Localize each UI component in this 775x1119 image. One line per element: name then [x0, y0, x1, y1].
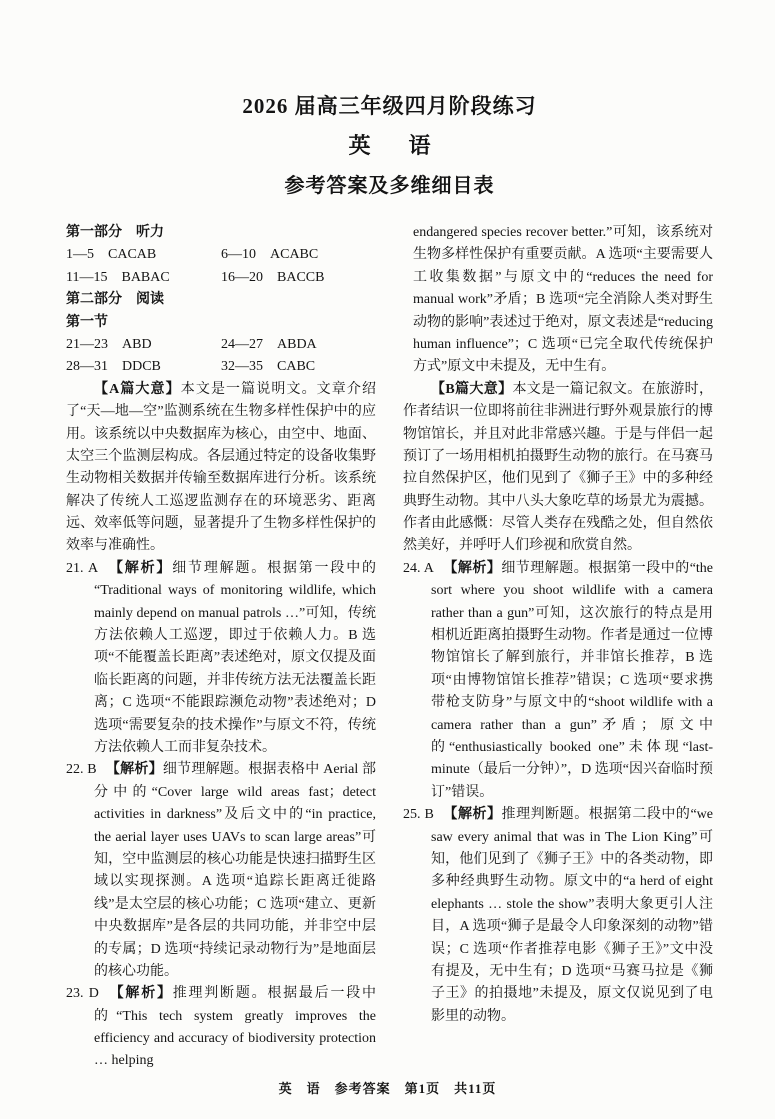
explanation-item-21: [66, 558, 376, 760]
analysis-label: 【解析】: [105, 762, 163, 778]
listening-answers-row-2: [66, 267, 376, 289]
passage-b-text: 本文是一篇记叙文。在旅游时，作者结识一位即将前往非洲进行野外观景旅行的博物馆馆长，并且对此非常感兴趣。于是与伴侣一起预订了一场用相机拍摄野生动物的旅行。在马赛马拉自然保护区，他们见到了《狮子王》中的多种经典野生动物。其中八头大象吃草的场景尤为震撼。作者由此感慨：尽管人类存在残酷之处，但自然依然美好，并呼吁人们珍视和欣赏自然。: [403, 381, 714, 554]
item-number: 21. A: [66, 560, 99, 576]
left-column: [66, 222, 376, 1073]
item-number: 24. A: [403, 560, 434, 576]
item-text: 细节理解题。根据第一段中的 “Traditional ways of monitoring wildlife, which mainly depend on manual patrols …”可知，传统方法依赖人工巡逻，即过于依赖人力。B 选项“不能覆盖长距离”表述绝对，原文仅提及面临长距离的问题，并非传统方法无法覆盖长距离；C 选项“不能跟踪濒危动物”表述绝对；D 选项“需要复杂的技术操作”与原文不符，传统方法依赖人工而非复杂技术。: [94, 560, 377, 755]
answer-cell: 6—10 ACABC: [221, 247, 319, 263]
item-number: 25. B: [403, 807, 434, 823]
two-column-body: [66, 222, 713, 1073]
section1-heading: 第一节: [66, 314, 108, 330]
answer-cell: 21—23 ABD: [66, 336, 152, 352]
part1-heading: 第一部分 听力: [66, 225, 164, 240]
explanation-item-22: [66, 759, 376, 983]
doc-subject: 英 语: [348, 133, 439, 158]
answer-cell: 28—31 DDCB: [66, 359, 161, 375]
item-text: 推理判断题。根据第二段中的“we saw every animal that was in The Lion King”可知，他们见到了《狮子王》中的各类动物，即多种经典野生动物。原文中的“a herd of eight elephants … stole the show”表明大象更引人注目，A 选项“狮子是最令人印象深刻的动物”错误；C 选项“作者推荐电影《狮子王》”文中没有提及，无中生有；D 选项“马赛马拉是《狮子王》的拍摄地”未提及，原文仅说见到了电影里的动物。: [431, 807, 714, 1024]
analysis-label: 【解析】: [442, 560, 502, 576]
explanation-item-24: [403, 558, 713, 804]
document-header: [66, 90, 713, 198]
item-text: 细节理解题。根据第一段中的“the sort where you shoot wildlife with a camera rather than a gun”可知，这次旅行的特点是用相机近距离拍摄野生动物。作者是通过一位博物馆馆长了解到旅行，并非馆长推荐，B 选项“由博物馆馆长推荐”错误；C 选项“要求携带枪支防身”与原文中的“shoot wildlife with a camera rather than a gun”矛盾；原文中的“enthusiastically booked one”未体现“last-minute（最后一分钟）”，D 选项“因兴奋临时预订”错误。: [431, 560, 714, 800]
explanation-item-23: [66, 983, 376, 1073]
right-column: [403, 222, 713, 1073]
passage-a-label: 【A篇大意】: [94, 381, 181, 397]
answer-cell: 32—35 CABC: [221, 359, 316, 375]
item-text: 细节理解题。根据表格中 Aerial 部分中的“Cover large wild areas fast；detect activities in darkness”及后文中的“in practice, the aerial layer uses UAVs to scan large areas”可知，空中监测层的核心功能是快速扫描野生区域以实现探测。A 选项“追踪长距离迁徙路线”是太空层的核心功能；C 选项“建立、更新中央数据库”是各层的共同功能，并非空中层的专属；D 选项“持续记录动物行为”是地面层的核心功能。: [94, 762, 377, 979]
passage-b-summary: [403, 379, 713, 558]
item-text: 推理判断题。根据最后一段中的“This tech system greatly improves the efficiency and accuracy of biodiversity protection … helping: [94, 986, 376, 1069]
answer-cell: 24—27 ABDA: [221, 336, 317, 352]
listening-answers-row-1: [66, 244, 376, 266]
doc-subtitle: 参考答案及多维细目表: [284, 175, 495, 197]
passage-a-text: 本文是一篇说明文。文章介绍了“天—地—空”监测系统在生物多样性保护中的应用。该系统以中央数据库为核心，由空中、地面、太空三个监测层构成。各层通过特定的设备收集野生动物相关数据并传输至数据库进行分析。该系统解决了传统人工巡逻监测存在的环境恶劣、距离远、效率低等问题，显著提升了生物多样性保护的效率与准确性。: [66, 381, 376, 554]
doc-title: 2026 届高三年级四月阶段练习: [242, 94, 537, 118]
reading-answers-row-1: [66, 334, 376, 356]
answer-cell: 11—15 BABAC: [66, 269, 170, 285]
item-number: 23. D: [66, 986, 99, 1002]
answer-cell: 1—5 CACAB: [66, 247, 157, 263]
part2-heading: 第二部分 阅读: [66, 292, 164, 308]
analysis-label: 【解析】: [442, 807, 502, 823]
page-footer: 英 语 参考答案 第1页 共11页: [278, 1081, 497, 1096]
item-number: 22. B: [66, 762, 97, 778]
analysis-label: 【解析】: [107, 986, 173, 1002]
explanation-item-25: [403, 804, 713, 1028]
answer-cell: 16—20 BACCB: [221, 269, 325, 285]
analysis-label: 【解析】: [107, 560, 173, 576]
reading-answers-row-2: [66, 356, 376, 378]
passage-a-summary: [66, 379, 376, 558]
passage-b-label: 【B篇大意】: [431, 381, 513, 397]
item-23-continuation: endangered species recover better.”可知，该系统对生物多样性保护有重要贡献。A 选项“主要需要人工收集数据”与原文中的“reduces the need for manual work”矛盾；B 选项“完全消除人类对野生动物的影响”表述过于绝对，原文表述是“reducing human influence”；C 选项“已完全取代传统保护方式”原文中未提及，无中生有。: [413, 225, 713, 375]
